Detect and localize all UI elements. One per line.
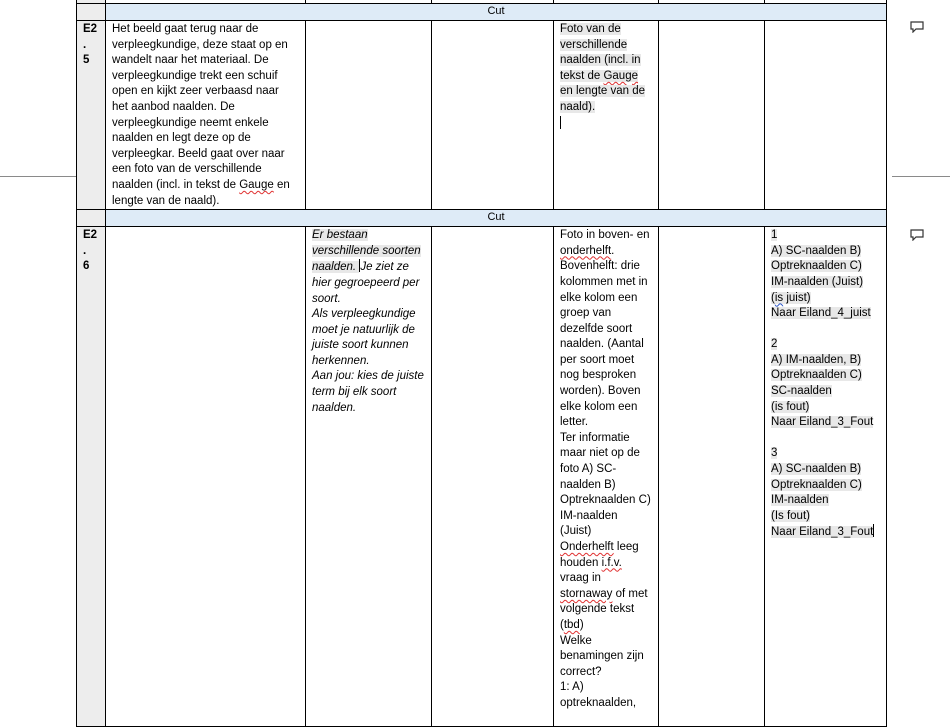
cut-row: [77, 4, 887, 21]
scene-description-cell[interactable]: Het beeld gaat terug naar de verpleegkundige, deze staat op en wandelt naar het materiaal. De verpleegkundige trekt een schuif open en kijkt zeer verbaasd naar het aanbod naalden. De verpleegkundige neemt enkele naalden en legt deze op de verpleegkar. Beeld gaat over naar een foto van de verschillende naalden (incl. in tekst de Gauge en lengte van de naald).: [106, 21, 306, 210]
empty-cell[interactable]: [765, 21, 887, 210]
empty-cell[interactable]: [106, 227, 306, 727]
page-edge-line-left: [0, 176, 76, 177]
answer-options-cell[interactable]: 1 A) SC-naalden B) Optreknaalden C) IM-naalden (Juist) (is juist) Naar Eiland_4_juist 2 A) IM-naalden, B) Optreknaalden C) SC-naalden (is fout) Naar Eiland_3_Fout 3 A) SC-naalden B) Optreknaalden C) IM-naalden (Is fout) Naar Eiland_3_Fout: [765, 227, 887, 727]
page-edge-line-right: [892, 176, 950, 177]
table-row-e2-5: [77, 21, 887, 210]
text-cursor: [873, 524, 874, 537]
empty-cell[interactable]: [659, 21, 765, 210]
empty-cell[interactable]: [432, 21, 554, 210]
table-row-e2-6: [77, 227, 887, 727]
visual-notes-cell[interactable]: Foto van de verschillende naalden (incl. in tekst de Gauge en lengte van de naald).: [554, 21, 659, 210]
empty-cell[interactable]: [432, 227, 554, 727]
cut-label: Cut: [106, 210, 887, 227]
row-number: E2. 6: [77, 227, 106, 727]
visual-notes-cell[interactable]: Foto in boven- en onderhelft. Bovenhelft: drie kolommen met in elke kolom een groep van dezelfde soort naalden. (Aantal per soort moet nog besproken worden). Boven elke kolom een letter. Ter informatie maar niet op de foto A) SC- naalden B) Optreknaalden C) IM-naalden (Juist) Onderhelft leeg houden i.f.v. vraag in stornaway of met volgende tekst (tbd) Welke benamingen zijn correct? 1: A) optreknaalden,: [554, 227, 659, 727]
cut-row: [77, 210, 887, 227]
text-cursor: [560, 116, 561, 129]
empty-cell[interactable]: [659, 227, 765, 727]
storyboard-table: [76, 0, 887, 727]
cut-label: Cut: [106, 4, 887, 21]
empty-cell[interactable]: [306, 21, 432, 210]
comment-icon[interactable]: [910, 229, 924, 241]
comment-icon[interactable]: [910, 21, 924, 33]
row-number: E2. 5: [77, 21, 106, 210]
voice-over-text-cell[interactable]: Er bestaan verschillende soorten naalden. Je ziet ze hier gegroepeerd per soort. Als verpleegkundige moet je natuurlijk de juiste soort kunnen herkennen. Aan jou: kies de juiste term bij elk soort naalden.: [306, 227, 432, 727]
